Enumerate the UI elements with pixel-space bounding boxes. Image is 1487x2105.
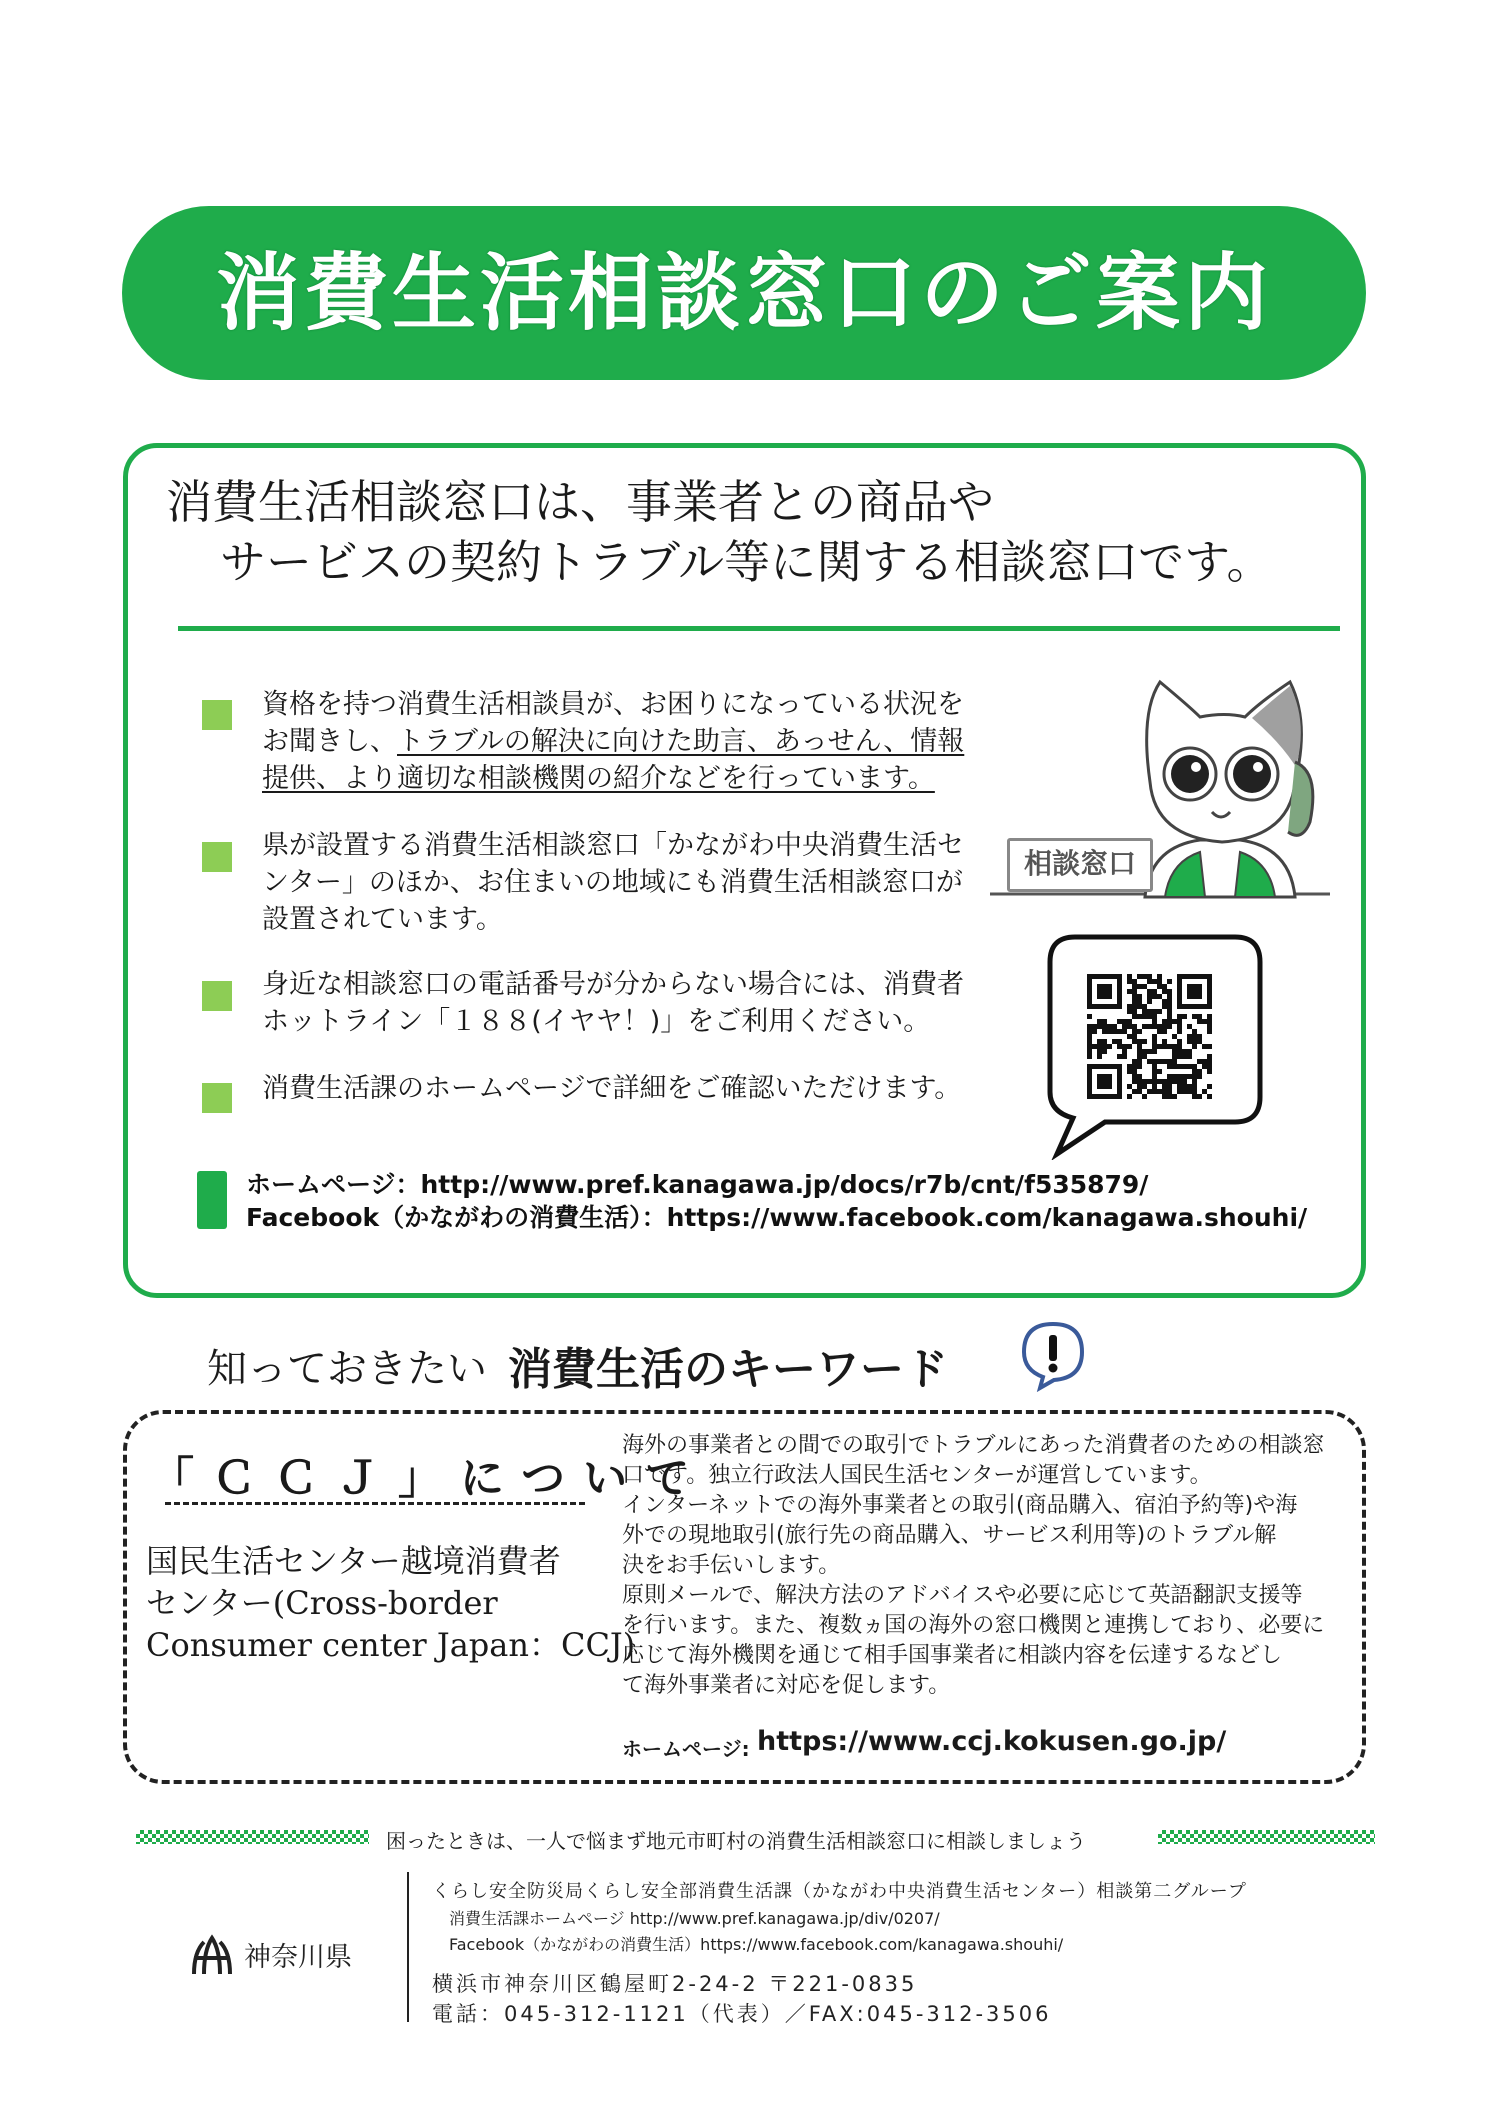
bullet-marker <box>202 1083 232 1113</box>
ccj-name-line-1: 国民生活センター越境消費者 <box>146 1542 561 1580</box>
ccj-desc-line: 応じて海外機関を通じて相手国事業者に相談内容を伝達するなどし <box>622 1643 1283 1668</box>
bullet-3-line-2: ホットライン「１８８(イヤヤ！)」をご利用ください。 <box>262 1006 931 1037</box>
ccj-description <box>622 1431 1324 1701</box>
ccj-homepage-link[interactable]: https://www.ccj.kokusen.go.jp/ <box>757 1726 1227 1757</box>
divider <box>165 1502 585 1505</box>
bullet-2-line-1: 県が設置する消費生活相談窓口「かながわ中央消費生活セ <box>262 830 964 861</box>
divider <box>178 626 1340 631</box>
checker-divider <box>1158 1830 1375 1844</box>
bullet-1-line-3: 提供、より適切な相談機関の紹介などを行っています。 <box>262 763 935 794</box>
bullet-item-4 <box>262 1070 961 1107</box>
ccj-heading: 「ＣＣＪ」について <box>150 1453 708 1504</box>
exclamation-bubble-icon <box>1018 1320 1088 1392</box>
ccj-desc-line: 決をお手伝いします。 <box>622 1553 841 1578</box>
counter-sign: 相談窓口 <box>1007 838 1153 892</box>
bullet-marker <box>202 842 232 872</box>
ccj-desc-line: 海外の事業者との間での取引でトラブルにあった消費者のための相談窓 <box>622 1433 1325 1458</box>
footer-divider <box>407 1872 409 2022</box>
bullet-marker <box>202 700 232 730</box>
bullet-1-line-1: 資格を持つ消費生活相談員が、お困りになっている状況を <box>262 689 964 720</box>
ccj-name <box>146 1540 635 1666</box>
page-title: 消費生活相談窓口のご案内 <box>215 244 1272 342</box>
bullet-item-1 <box>262 686 964 797</box>
ccj-desc-line: 外での現地取引(旅行先の商品購入、サービス利用等)のトラブル解 <box>622 1523 1277 1548</box>
bullet-item-2 <box>262 827 964 938</box>
footer-phone: 電話：045-312-1121（代表）／FAX:045-312-3506 <box>432 2002 1052 2026</box>
prefecture-name: 神奈川県 <box>244 1942 352 1973</box>
ccj-homepage-label: ホームページ: <box>622 1737 750 1761</box>
bullet-2-line-3: 設置されています。 <box>262 904 503 935</box>
bullet-1-line-2-underlined: トラブルの解決に向けた助言、あっせん、情報 <box>397 726 965 757</box>
kanagawa-emblem-icon <box>190 1934 234 1978</box>
footer-department: くらし安全防災局くらし安全部消費生活課（かながわ中央消費生活センター）相談第二グループ <box>432 1881 1247 1902</box>
bullet-marker <box>202 981 232 1011</box>
bullet-item-3 <box>262 966 964 1040</box>
lead-line-1: 消費生活相談窓口は、事業者との商品や <box>166 475 994 529</box>
ccj-name-line-2: センター(Cross-border <box>146 1584 498 1622</box>
bullet-2-line-2: ンター」のほか、お住まいの地域にも消費生活相談窓口が <box>262 867 963 898</box>
ccj-desc-line: て海外事業者に対応を促します。 <box>622 1673 951 1698</box>
keyword-prefix: 知っておきたい <box>207 1346 487 1392</box>
checker-divider <box>136 1830 369 1844</box>
footer-facebook[interactable]: Facebook（かながわの消費生活）https://www.facebook.com/kanagawa.shouhi/ <box>449 1935 1064 1954</box>
qr-code-bubble[interactable] <box>1045 932 1265 1160</box>
ccj-desc-line: 原則メールで、解決方法のアドバイスや必要に応じて英語翻訳支援等 <box>622 1583 1303 1608</box>
footer-homepage[interactable]: 消費生活課ホームページ http://www.pref.kanagawa.jp/div/0207/ <box>449 1909 940 1928</box>
bullet-1-line-2 <box>262 723 964 760</box>
title-banner <box>122 206 1366 380</box>
facebook-link[interactable]: Facebook（かながわの消費生活）：https://www.facebook.com/kanagawa.shouhi/ <box>246 1203 1308 1232</box>
ccj-desc-line: インターネットでの海外事業者との取引(商品購入、宿泊予約等)や海 <box>622 1493 1298 1518</box>
bullet-3-line-1: 身近な相談窓口の電話番号が分からない場合には、消費者 <box>262 969 964 1000</box>
bullet-1-line-2-plain: お聞きし、 <box>262 726 397 757</box>
footer-address: 横浜市神奈川区鶴屋町2-24-2 〒221-0835 <box>432 1972 918 1996</box>
footer-message: 困ったときは、一人で悩まず地元市町村の消費生活相談窓口に相談しましょう <box>386 1829 1086 1853</box>
keyword-title: 消費生活のキーワード <box>508 1344 948 1395</box>
ccj-desc-line: を行います。また、複数ヵ国の海外の窓口機関と連携しており、必要に <box>622 1613 1325 1638</box>
ccj-desc-line: 口です。独立行政法人国民生活センターが運営しています。 <box>622 1463 1212 1488</box>
ccj-name-line-3: Consumer center Japan：CCJ) <box>146 1626 636 1664</box>
bullet-4-line-1: 消費生活課のホームページで詳細をご確認いただけます。 <box>262 1073 962 1104</box>
homepage-link[interactable]: ホームページ：http://www.pref.kanagawa.jp/docs/r7b/cnt/f535879/ <box>246 1170 1149 1199</box>
link-marker <box>197 1171 227 1229</box>
lead-line-2: サービスの契約トラブル等に関する相談窓口です。 <box>220 535 1273 589</box>
